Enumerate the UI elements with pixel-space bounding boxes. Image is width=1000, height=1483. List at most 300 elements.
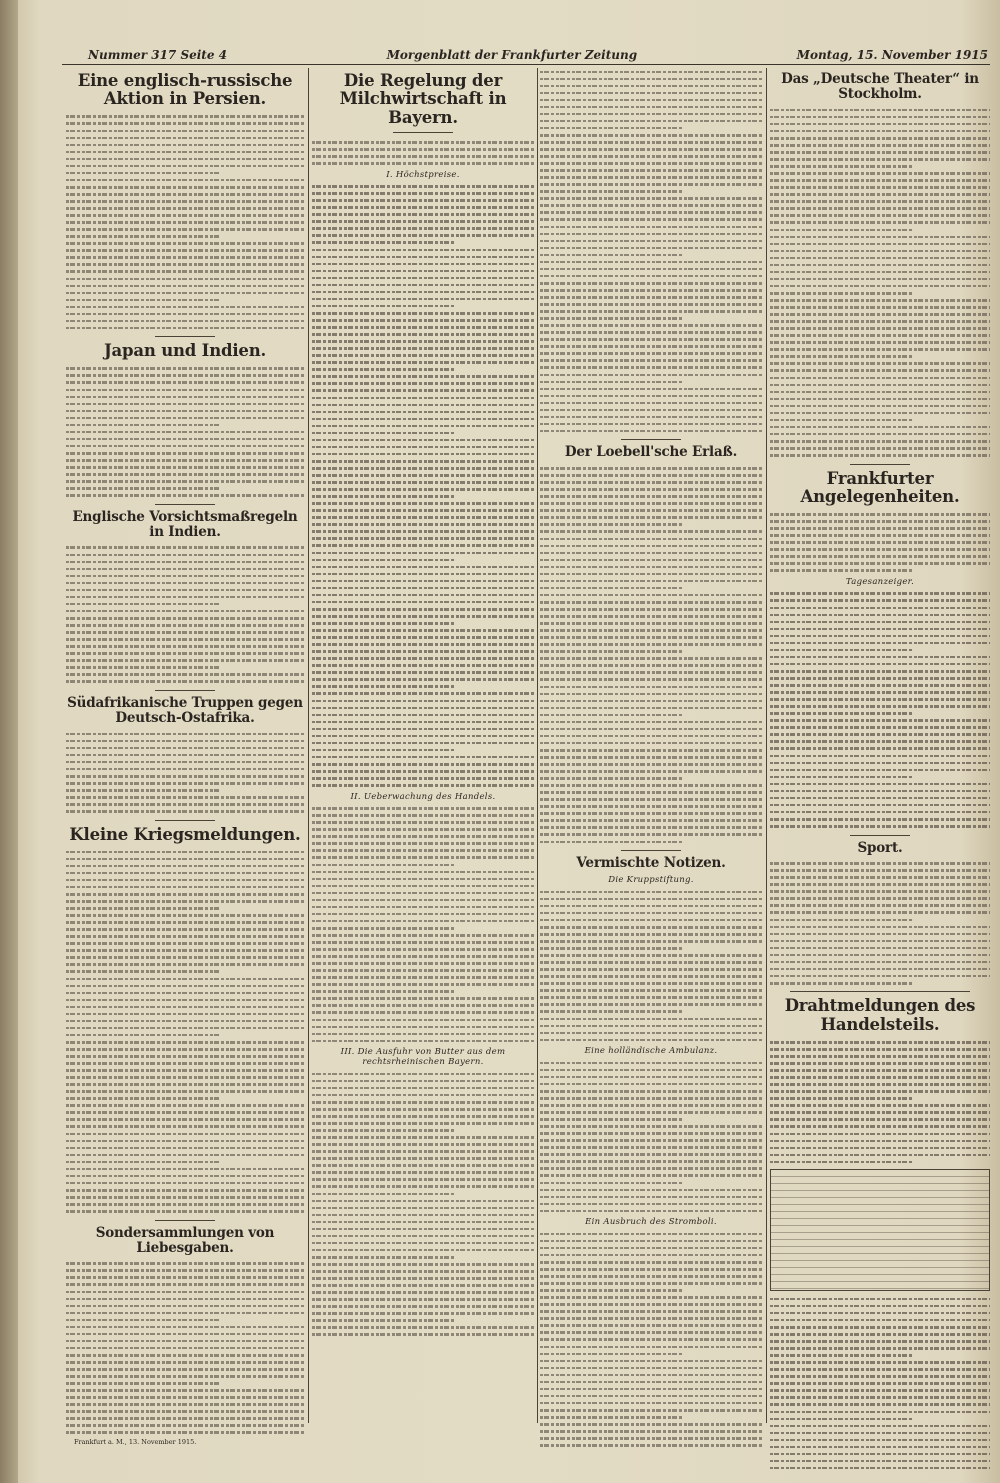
text-line [66, 205, 304, 212]
text-line [66, 643, 304, 650]
text-line [312, 570, 534, 577]
text-line [66, 751, 304, 758]
text-line [770, 120, 990, 127]
text-line [312, 507, 534, 514]
text-line [66, 657, 304, 664]
text-line [540, 202, 762, 209]
text-line [312, 889, 534, 896]
text-line [66, 1144, 304, 1151]
text-line [66, 127, 304, 134]
text-line [770, 525, 990, 532]
text-line [66, 919, 304, 926]
column-3 [540, 68, 762, 1449]
text-line [312, 861, 534, 868]
article-headline: Sport. [857, 839, 903, 856]
text-line [312, 422, 534, 429]
text-line [66, 428, 304, 435]
text-line [66, 141, 304, 148]
text-line [770, 822, 990, 829]
article-body [66, 730, 304, 815]
text-line [312, 1077, 534, 1084]
divider [155, 690, 215, 691]
text-line [770, 696, 990, 703]
text-line [312, 493, 534, 500]
text-line [540, 174, 762, 181]
text-line [540, 286, 762, 293]
text-line [540, 315, 762, 322]
article-body [540, 1230, 762, 1448]
text-line [66, 1288, 304, 1295]
text-line [540, 1022, 762, 1029]
text-line [66, 572, 304, 579]
text-line [770, 703, 990, 710]
text-line [540, 1172, 762, 1179]
text-line [770, 902, 990, 909]
text-line [770, 1415, 990, 1422]
text-line [66, 551, 304, 558]
text-line [770, 667, 990, 674]
text-line [312, 246, 534, 253]
text-line [66, 176, 304, 183]
text-line [66, 912, 304, 919]
text-line [66, 1351, 304, 1358]
text-line [540, 1385, 762, 1392]
text-line [312, 464, 534, 471]
text-line [66, 772, 304, 779]
masthead-rule [62, 64, 990, 65]
text-line [540, 1080, 762, 1087]
text-line [770, 261, 990, 268]
text-line [770, 1345, 990, 1352]
text-line [770, 1102, 990, 1109]
text-line [66, 1024, 304, 1031]
text-line [312, 1268, 534, 1275]
text-line [770, 1053, 990, 1060]
text-line [540, 1193, 762, 1200]
text-line [312, 620, 534, 627]
text-line [770, 275, 990, 282]
text-line [66, 1387, 304, 1394]
article-body [770, 1038, 990, 1165]
text-line [312, 260, 534, 267]
text-line [312, 281, 534, 288]
text-line [540, 542, 762, 549]
divider [155, 504, 215, 505]
text-line [770, 780, 990, 787]
text-line [770, 332, 990, 339]
text-line [540, 1144, 762, 1151]
text-line [540, 725, 762, 732]
text-line [312, 500, 534, 507]
text-line [540, 1015, 762, 1022]
text-line [540, 1029, 762, 1036]
text-line [66, 1274, 304, 1281]
text-line [770, 1330, 990, 1337]
text-line [312, 408, 534, 415]
text-line [66, 1344, 304, 1351]
text-line [540, 810, 762, 817]
text-line [770, 518, 990, 525]
text-line [66, 629, 304, 636]
text-line [66, 996, 304, 1003]
text-line [770, 1450, 990, 1457]
text-line [312, 1260, 534, 1267]
text-line [770, 141, 990, 148]
text-line [540, 945, 762, 952]
section-subhead: Eine holländische Ambulanz. [584, 1046, 718, 1057]
text-line [66, 862, 304, 869]
text-line [312, 1289, 534, 1296]
text-line [312, 739, 534, 746]
text-line [540, 1350, 762, 1357]
text-line [312, 584, 534, 591]
text-line [312, 443, 534, 450]
text-line [66, 190, 304, 197]
text-line [540, 1186, 762, 1193]
text-line [540, 1001, 762, 1008]
text-line [770, 1338, 990, 1345]
text-line [540, 838, 762, 845]
text-line [66, 365, 304, 372]
text-line [312, 704, 534, 711]
text-line [540, 732, 762, 739]
text-line [770, 972, 990, 979]
text-line [770, 1316, 990, 1323]
text-line [66, 464, 304, 471]
text-line [66, 787, 304, 794]
text-line [770, 1144, 990, 1151]
text-line [66, 779, 304, 786]
text-line [66, 1031, 304, 1038]
text-line [540, 831, 762, 838]
text-line [312, 1225, 534, 1232]
text-line [66, 1102, 304, 1109]
text-line [312, 1303, 534, 1310]
market-table [770, 1169, 990, 1291]
text-line [770, 177, 990, 184]
text-line [312, 1275, 534, 1282]
text-line [312, 352, 534, 359]
text-line [770, 170, 990, 177]
text-line [312, 366, 534, 373]
article-body [66, 848, 304, 1214]
text-line [540, 1406, 762, 1413]
text-line [66, 1260, 304, 1267]
text-line [312, 1324, 534, 1331]
text-line [66, 989, 304, 996]
text-line [540, 1413, 762, 1420]
column-rule [537, 68, 538, 1423]
text-line [66, 855, 304, 862]
text-line [540, 761, 762, 768]
text-line [66, 607, 304, 614]
text-line [770, 282, 990, 289]
text-line [540, 209, 762, 216]
text-line [66, 975, 304, 982]
text-line [540, 938, 762, 945]
article-body [66, 1260, 304, 1436]
text-line [540, 1336, 762, 1343]
text-line [66, 303, 304, 310]
text-line [312, 655, 534, 662]
text-line [312, 960, 534, 967]
text-line [540, 1200, 762, 1207]
text-line [66, 1267, 304, 1274]
text-line [66, 1394, 304, 1401]
text-line [66, 435, 304, 442]
text-line [540, 1315, 762, 1322]
text-line [540, 82, 762, 89]
text-line [312, 995, 534, 1002]
text-line [770, 1373, 990, 1380]
text-line [312, 190, 534, 197]
text-line [66, 1017, 304, 1024]
text-line [66, 593, 304, 600]
text-line [770, 738, 990, 745]
text-line [312, 1113, 534, 1120]
article-headline: Eine englisch-russische Aktion in Persien. [77, 71, 293, 109]
text-line [770, 867, 990, 874]
divider [850, 464, 910, 465]
text-line [770, 860, 990, 867]
text-line [540, 1207, 762, 1214]
divider [155, 1220, 215, 1221]
text-line [770, 1074, 990, 1081]
text-line [540, 1371, 762, 1378]
text-line [312, 450, 534, 457]
text-line [770, 682, 990, 689]
text-line [770, 113, 990, 120]
text-line [312, 605, 534, 612]
text-line [770, 430, 990, 437]
text-line [66, 954, 304, 961]
text-line [540, 1364, 762, 1371]
text-line [66, 961, 304, 968]
text-line [540, 966, 762, 973]
text-line [540, 1244, 762, 1251]
text-line [770, 766, 990, 773]
text-line [312, 316, 534, 323]
text-line [312, 1169, 534, 1176]
text-line [66, 1116, 304, 1123]
text-line [312, 662, 534, 669]
text-line [540, 711, 762, 718]
text-line [770, 646, 990, 653]
text-line [66, 1415, 304, 1422]
text-line [66, 1165, 304, 1172]
text-line [66, 485, 304, 492]
text-line [770, 937, 990, 944]
text-line [540, 493, 762, 500]
text-line [312, 359, 534, 366]
text-line [312, 274, 534, 281]
text-line [540, 146, 762, 153]
text-line [66, 393, 304, 400]
text-line [770, 254, 990, 261]
text-line [312, 718, 534, 725]
text-line [540, 500, 762, 507]
text-line [66, 579, 304, 586]
text-line [312, 725, 534, 732]
article-headline: Der Loebell'sche Erlaß. [564, 444, 738, 461]
text-line [312, 974, 534, 981]
text-line [66, 1281, 304, 1288]
text-line [540, 68, 762, 75]
text-line [770, 930, 990, 937]
text-line [540, 1094, 762, 1101]
text-line [540, 357, 762, 364]
text-line [66, 982, 304, 989]
text-line [66, 1130, 304, 1137]
text-line [540, 322, 762, 329]
text-line [540, 803, 762, 810]
text-line [540, 89, 762, 96]
text-line [312, 591, 534, 598]
text-line [312, 1016, 534, 1023]
text-line [770, 247, 990, 254]
text-line [770, 794, 990, 801]
text-line [540, 1322, 762, 1329]
text-line [540, 1294, 762, 1301]
text-line [312, 1091, 534, 1098]
text-line [770, 532, 990, 539]
text-line [66, 1373, 304, 1380]
text-line [312, 302, 534, 309]
text-line [770, 653, 990, 660]
text-line [770, 951, 990, 958]
text-line [66, 650, 304, 657]
text-line [540, 613, 762, 620]
text-line [540, 895, 762, 902]
text-line [312, 1197, 534, 1204]
text-line [312, 1030, 534, 1037]
text-line [312, 1310, 534, 1317]
text-line [312, 267, 534, 274]
text-line [540, 1123, 762, 1130]
text-line [66, 926, 304, 933]
text-line [770, 965, 990, 972]
text-line [312, 903, 534, 910]
text-line [770, 219, 990, 226]
text-line [312, 577, 534, 584]
text-line [770, 106, 990, 113]
text-line [540, 1179, 762, 1186]
text-line [66, 478, 304, 485]
text-line [540, 563, 762, 570]
text-line [540, 909, 762, 916]
text-line [312, 514, 534, 521]
text-line [312, 854, 534, 861]
text-line [66, 310, 304, 317]
text-line [770, 1109, 990, 1116]
text-line [540, 258, 762, 265]
text-line [540, 1087, 762, 1094]
text-line [770, 304, 990, 311]
text-line [540, 718, 762, 725]
text-line [312, 457, 534, 464]
text-line [66, 730, 304, 737]
text-line [66, 1088, 304, 1095]
text-line [312, 415, 534, 422]
text-line [540, 739, 762, 746]
text-line [66, 1186, 304, 1193]
text-line [66, 600, 304, 607]
article-headline: Sondersammlungen von Liebesgaben. [95, 1224, 275, 1256]
text-line [770, 590, 990, 597]
text-line [540, 916, 762, 923]
divider [850, 835, 910, 836]
text-line [312, 697, 534, 704]
text-line [540, 952, 762, 959]
column-4 [770, 68, 990, 1471]
text-line [770, 452, 990, 459]
text-line [770, 1323, 990, 1330]
text-line [540, 1329, 762, 1336]
text-line [770, 759, 990, 766]
text-line [540, 75, 762, 82]
text-line [540, 782, 762, 789]
text-line [312, 1190, 534, 1197]
text-line [770, 773, 990, 780]
text-line [66, 155, 304, 162]
text-line [312, 563, 534, 570]
text-line [540, 465, 762, 472]
text-line [540, 535, 762, 542]
text-line [540, 138, 762, 145]
text-line [312, 472, 534, 479]
text-line [66, 148, 304, 155]
article-headline: Drahtmeldungen des Handelsteils. [784, 996, 976, 1034]
divider [621, 439, 681, 440]
text-line [770, 1302, 990, 1309]
text-line [540, 1151, 762, 1158]
text-line [312, 1127, 534, 1134]
text-line [66, 386, 304, 393]
text-line [66, 219, 304, 226]
text-line [540, 223, 762, 230]
article-body [540, 888, 762, 1043]
text-line [312, 556, 534, 563]
text-line [540, 959, 762, 966]
text-line [540, 1428, 762, 1435]
text-line [540, 1399, 762, 1406]
text-line [66, 1208, 304, 1215]
text-line [66, 1201, 304, 1208]
text-line [312, 812, 534, 819]
text-line [66, 758, 304, 765]
text-line [66, 1401, 304, 1408]
text-line [540, 329, 762, 336]
text-line [66, 883, 304, 890]
text-line [770, 1137, 990, 1144]
text-line [540, 768, 762, 775]
text-line [312, 826, 534, 833]
text-line [312, 486, 534, 493]
text-line [540, 902, 762, 909]
text-line [312, 988, 534, 995]
text-line [312, 211, 534, 218]
text-line [312, 153, 534, 160]
section-subhead: III. Die Ausfuhr von Butter aus dem rechtsrheinischen Bayern. [340, 1047, 506, 1068]
text-line [540, 662, 762, 669]
text-line [540, 1008, 762, 1015]
text-line [66, 671, 304, 678]
text-line [540, 1158, 762, 1165]
text-line [66, 1053, 304, 1060]
text-line [312, 939, 534, 946]
article-headline: Japan und Indien. [103, 341, 267, 361]
text-line [66, 890, 304, 897]
